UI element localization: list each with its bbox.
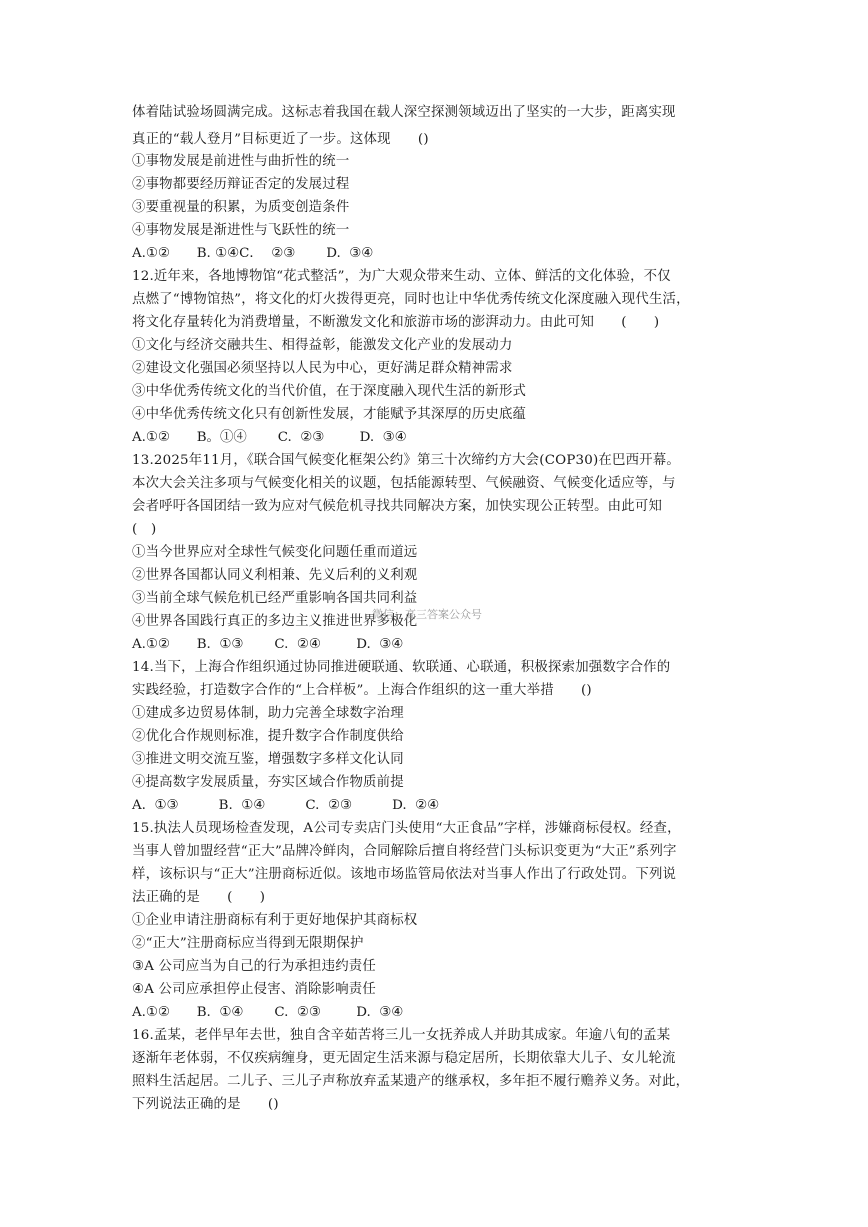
q11-answer-options: A.①② B. ①④C． ②③ D. ③④ — [132, 246, 374, 261]
q13-answer-options: A.①② B. ①③ C. ②④ D. ③④ — [132, 637, 404, 652]
q11-choice-4: ④事物发展是渐进性与飞跃性的统一 — [132, 223, 350, 238]
q14-choice-1: ①建成多边贸易体制，助力完善全球数字治理 — [132, 706, 404, 721]
q13-stem-line-3: 会者呼吁各国团结一致为应对气候危机寻找共同解决方案，加快实现公正转型。由此可知 — [132, 499, 663, 514]
q12-answer-options: A.①② B。①④ C. ②③ D. ③④ — [132, 430, 407, 445]
q15-choice-3: ③A 公司应当为自己的行为承担违约责任 — [132, 959, 376, 974]
q13-choice-1: ①当今世界应对全球性气候变化问题任重而道远 — [132, 545, 418, 560]
q11-choice-2: ②事物都要经历辩证否定的发展过程 — [132, 177, 350, 192]
q12-stem-line-1: 12.近年来，各地博物馆“花式整活”，为广大观众带来生动、立体、鲜活的文化体验，不仅 — [132, 269, 671, 284]
q14-choice-4: ④提高数字发展质量，夯实区域合作物质前提 — [132, 775, 404, 790]
q11-stem-line-2: 真正的“载人登月”目标更近了一步。这体现 () — [132, 132, 429, 147]
q13-stem-line-1: 13.2025年11月，《联合国气候变化框架公约》第三十次缔约方大会(COP30)在巴西开幕。 — [132, 453, 680, 468]
q14-stem-line-2: 实践经验，打造数字合作的“上合样板”。上海合作组织的这一重大举措 () — [132, 683, 592, 698]
q13-choice-2: ②世界各国都认同义利相兼、先义后利的义利观 — [132, 568, 418, 583]
q13-stem-line-2: 本次大会关注多项与气候变化相关的议题，包括能源转型、气候融资、气候变化适应等，与 — [132, 476, 676, 491]
q12-stem-line-2: 点燃了“博物馆热”，将文化的灯火拨得更亮，同时也让中华优秀传统文化深度融入现代生活， — [132, 292, 690, 307]
q14-answer-options: A. ①③ B. ①④ C. ②③ D. ②④ — [132, 798, 440, 813]
q12-choice-4: ④中华优秀传统文化只有创新性发展，才能赋予其深厚的历史底蕴 — [132, 407, 527, 422]
q13-stem-line-4: ( ) — [132, 522, 157, 537]
q16-stem-line-2: 逐渐年老体弱，不仅疾病缠身，更无固定生活来源与稳定居所，长期依靠大儿子、女儿轮流 — [132, 1051, 676, 1066]
q15-choice-4: ④A 公司应承担停止侵害、消除影响责任 — [132, 982, 376, 997]
q12-choice-3: ③中华优秀传统文化的当代价值，在于深度融入现代生活的新形式 — [132, 384, 527, 399]
q15-answer-options: A.①② B. ①④ C. ②③ D. ③④ — [132, 1005, 404, 1020]
q13-choice-4: ④世界各国践行真正的多边主义推进世界多极化 — [132, 614, 418, 629]
q11-stem-line-1: 体着陆试验场圆满完成。这标志着我国在载人深空探测领域迈出了坚实的一大步，距离实现 — [132, 105, 676, 120]
q13-choice-3: ③当前全球气候危机已经严重影响各国共同利益 — [132, 591, 418, 606]
q14-stem-line-1: 14.当下，上海合作组织通过协同推进硬联通、软联通、心联通，积极探索加强数字合作的 — [132, 660, 671, 675]
q15-stem-line-1: 15.执法人员现场检查发现，A公司专卖店门头使用“大正食品”字样，涉嫌商标侵权。经查， — [132, 821, 681, 836]
q12-choice-2: ②建设文化强国必须坚持以人民为中心，更好满足群众精神需求 — [132, 361, 513, 376]
q15-choice-2: ②“正大”注册商标应当得到无限期保护 — [132, 936, 364, 951]
q14-choice-3: ③推进文明交流互鉴，增强数字多样文化认同 — [132, 752, 404, 767]
q12-choice-1: ①文化与经济交融共生、相得益彰，能激发文化产业的发展动力 — [132, 338, 513, 353]
q15-stem-line-2: 当事人曾加盟经营“正大”品牌冷鲜肉，合同解除后擅自将经营门头标识变更为“大正”系列字 — [132, 844, 677, 859]
watermark-text: 微信：高三答案公众号 — [372, 608, 482, 621]
q16-stem-line-1: 16.孟某，老伴早年去世，独自含辛茹苦将三儿一女抚养成人并助其成家。年逾八旬的孟某 — [132, 1028, 671, 1043]
q15-choice-1: ①企业申请注册商标有利于更好地保护其商标权 — [132, 913, 418, 928]
q11-choice-1: ①事物发展是前进性与曲折性的统一 — [132, 154, 350, 169]
q11-choice-3: ③要重视量的积累，为质变创造条件 — [132, 200, 350, 215]
q16-stem-line-4: 下列说法正确的是 () — [132, 1097, 279, 1112]
q15-stem-line-4: 法正确的是 ( ) — [132, 890, 266, 905]
q14-choice-2: ②优化合作规则标准，提升数字合作制度供给 — [132, 729, 404, 744]
q15-stem-line-3: 样，该标识与“正大”注册商标近似。该地市场监管局依法对当事人作出了行政处罚。下列说 — [132, 867, 677, 882]
q12-stem-line-3: 将文化存量转化为消费增量，不断激发文化和旅游市场的澎湃动力。由此可知 ( ) — [132, 315, 660, 330]
q16-stem-line-3: 照料生活起居。二儿子、三儿子声称放弃孟某遗产的继承权，多年拒不履行赡养义务。对此， — [132, 1074, 690, 1089]
